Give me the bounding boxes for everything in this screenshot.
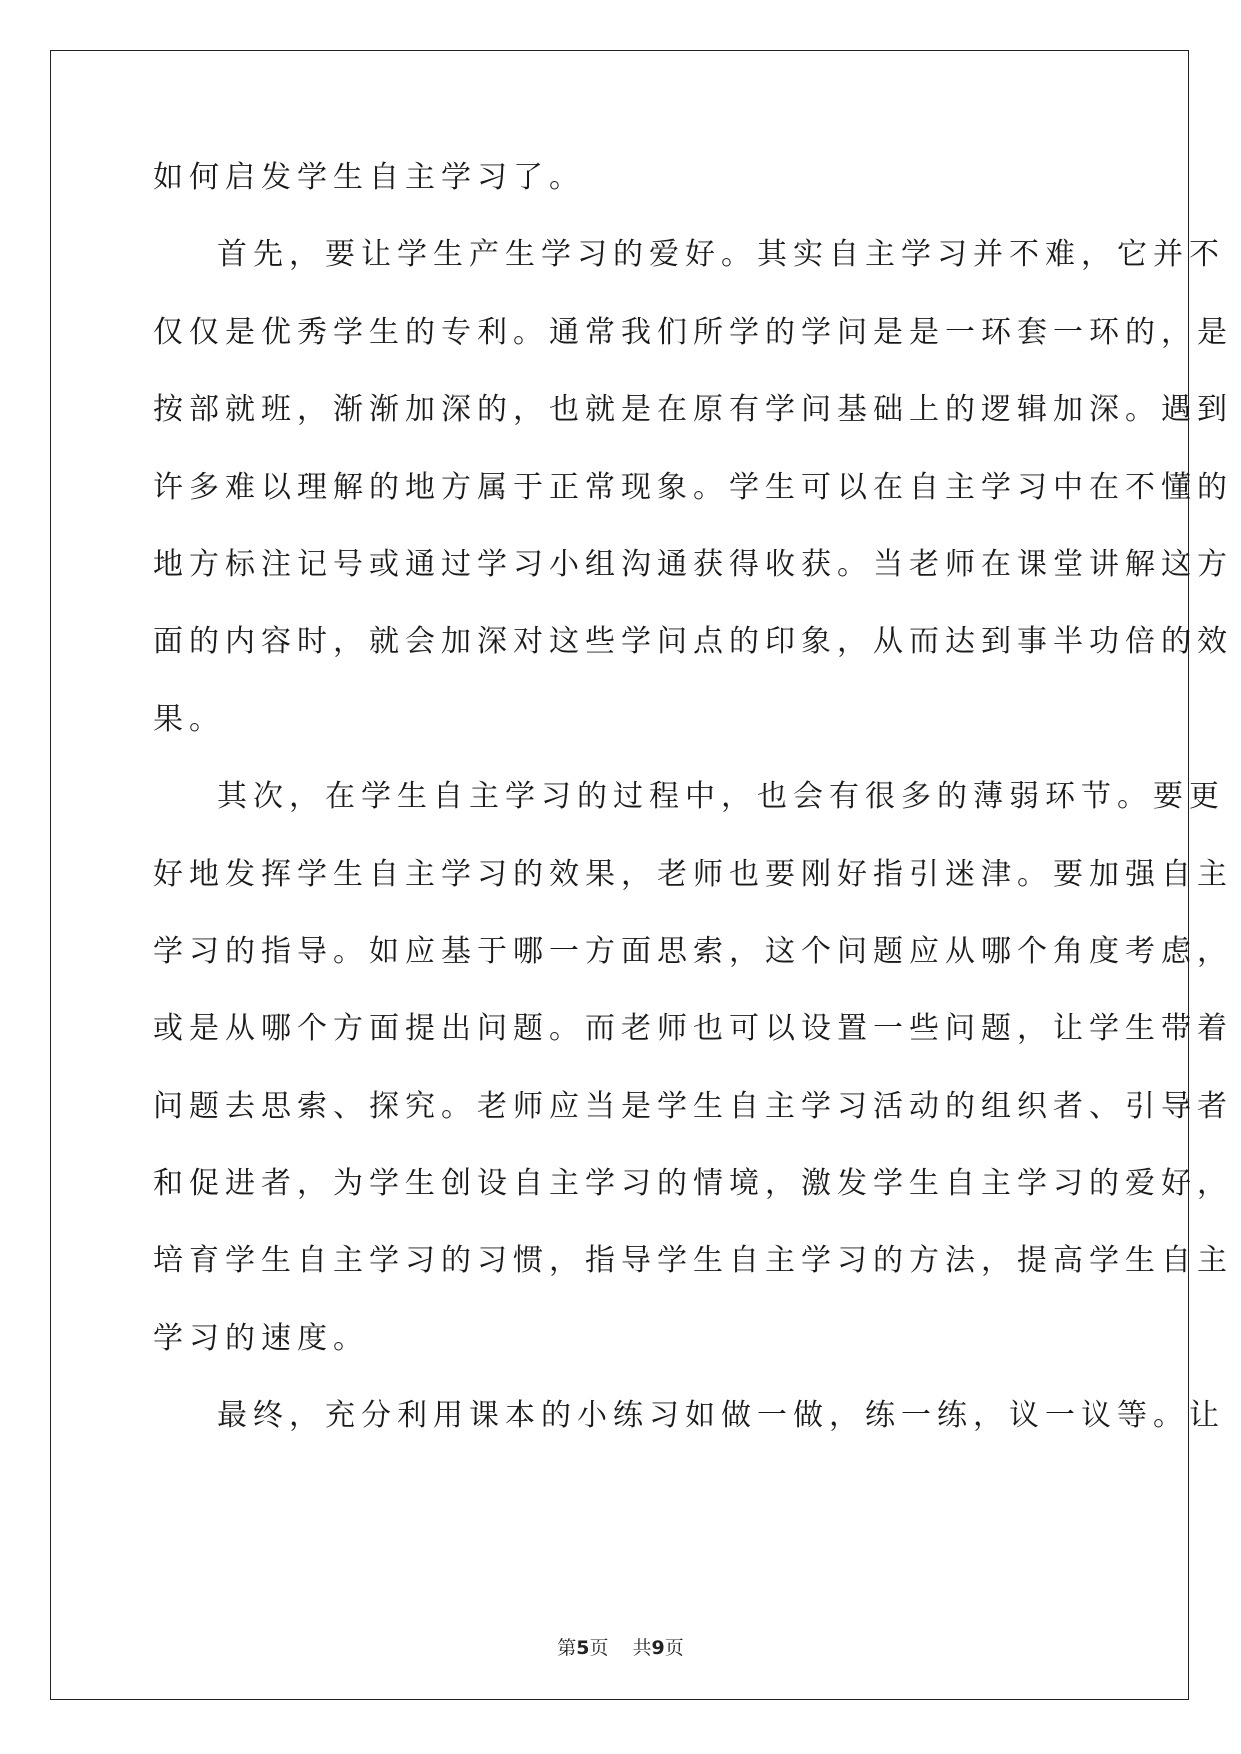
text-line: 其次，在学生自主学习的过程中，也会有很多的薄弱环节。要更: [217, 779, 1225, 815]
text-line: 果。: [153, 701, 225, 737]
text-line: 地方标注记号或通过学习小组沟通获得收获。当老师在课堂讲解这方: [153, 546, 1233, 582]
text-line: 仅仅是优秀学生的专利。通常我们所学的学问是是一环套一环的，是: [153, 314, 1233, 350]
body-text: [153, 160, 1233, 1476]
page-footer: [0, 1633, 1241, 1660]
text-line: 如何启发学生自主学习了。: [153, 160, 585, 195]
text-line: 和促进者，为学生创设自主学习的情境，激发学生自主学习的爱好，: [153, 1166, 1233, 1202]
page-prefix: 第: [557, 1637, 577, 1659]
text-line: 按部就班，渐渐加深的，也就是在原有学问基础上的逻辑加深。遇到: [153, 392, 1233, 428]
text-line: 或是从哪个方面提出问题。而老师也可以设置一些问题，让学生带着: [153, 1011, 1233, 1047]
total-prefix: 共: [632, 1637, 652, 1659]
text-line: 面的内容时，就会加深对这些学问点的印象，从而达到事半功倍的效: [153, 624, 1233, 660]
text-line: 许多难以理解的地方属于正常现象。学生可以在自主学习中在不懂的: [153, 469, 1233, 505]
total-suffix: 页: [664, 1637, 684, 1659]
text-line: 首先，要让学生产生学习的爱好。其实自主学习并不难，它并不: [217, 237, 1225, 273]
text-line: 学习的速度。: [153, 1320, 369, 1356]
text-line: 学习的指导。如应基于哪一方面思索，这个问题应从哪个角度考虑，: [153, 933, 1233, 969]
text-line: 问题去思索、探究。老师应当是学生自主学习活动的组织者、引导者: [153, 1088, 1233, 1124]
text-line: 培育学生自主学习的习惯，指导学生自主学习的方法，提高学生自主: [153, 1243, 1233, 1279]
page-total: 9: [651, 1637, 665, 1659]
page-current: 5: [576, 1637, 590, 1659]
page-suffix: 页: [589, 1637, 609, 1659]
text-line: 好地发挥学生自主学习的效果，老师也要刚好指引迷津。要加强自主: [153, 856, 1233, 892]
text-line: 最终，充分利用课本的小练习如做一做，练一练，议一议等。让: [217, 1398, 1225, 1434]
